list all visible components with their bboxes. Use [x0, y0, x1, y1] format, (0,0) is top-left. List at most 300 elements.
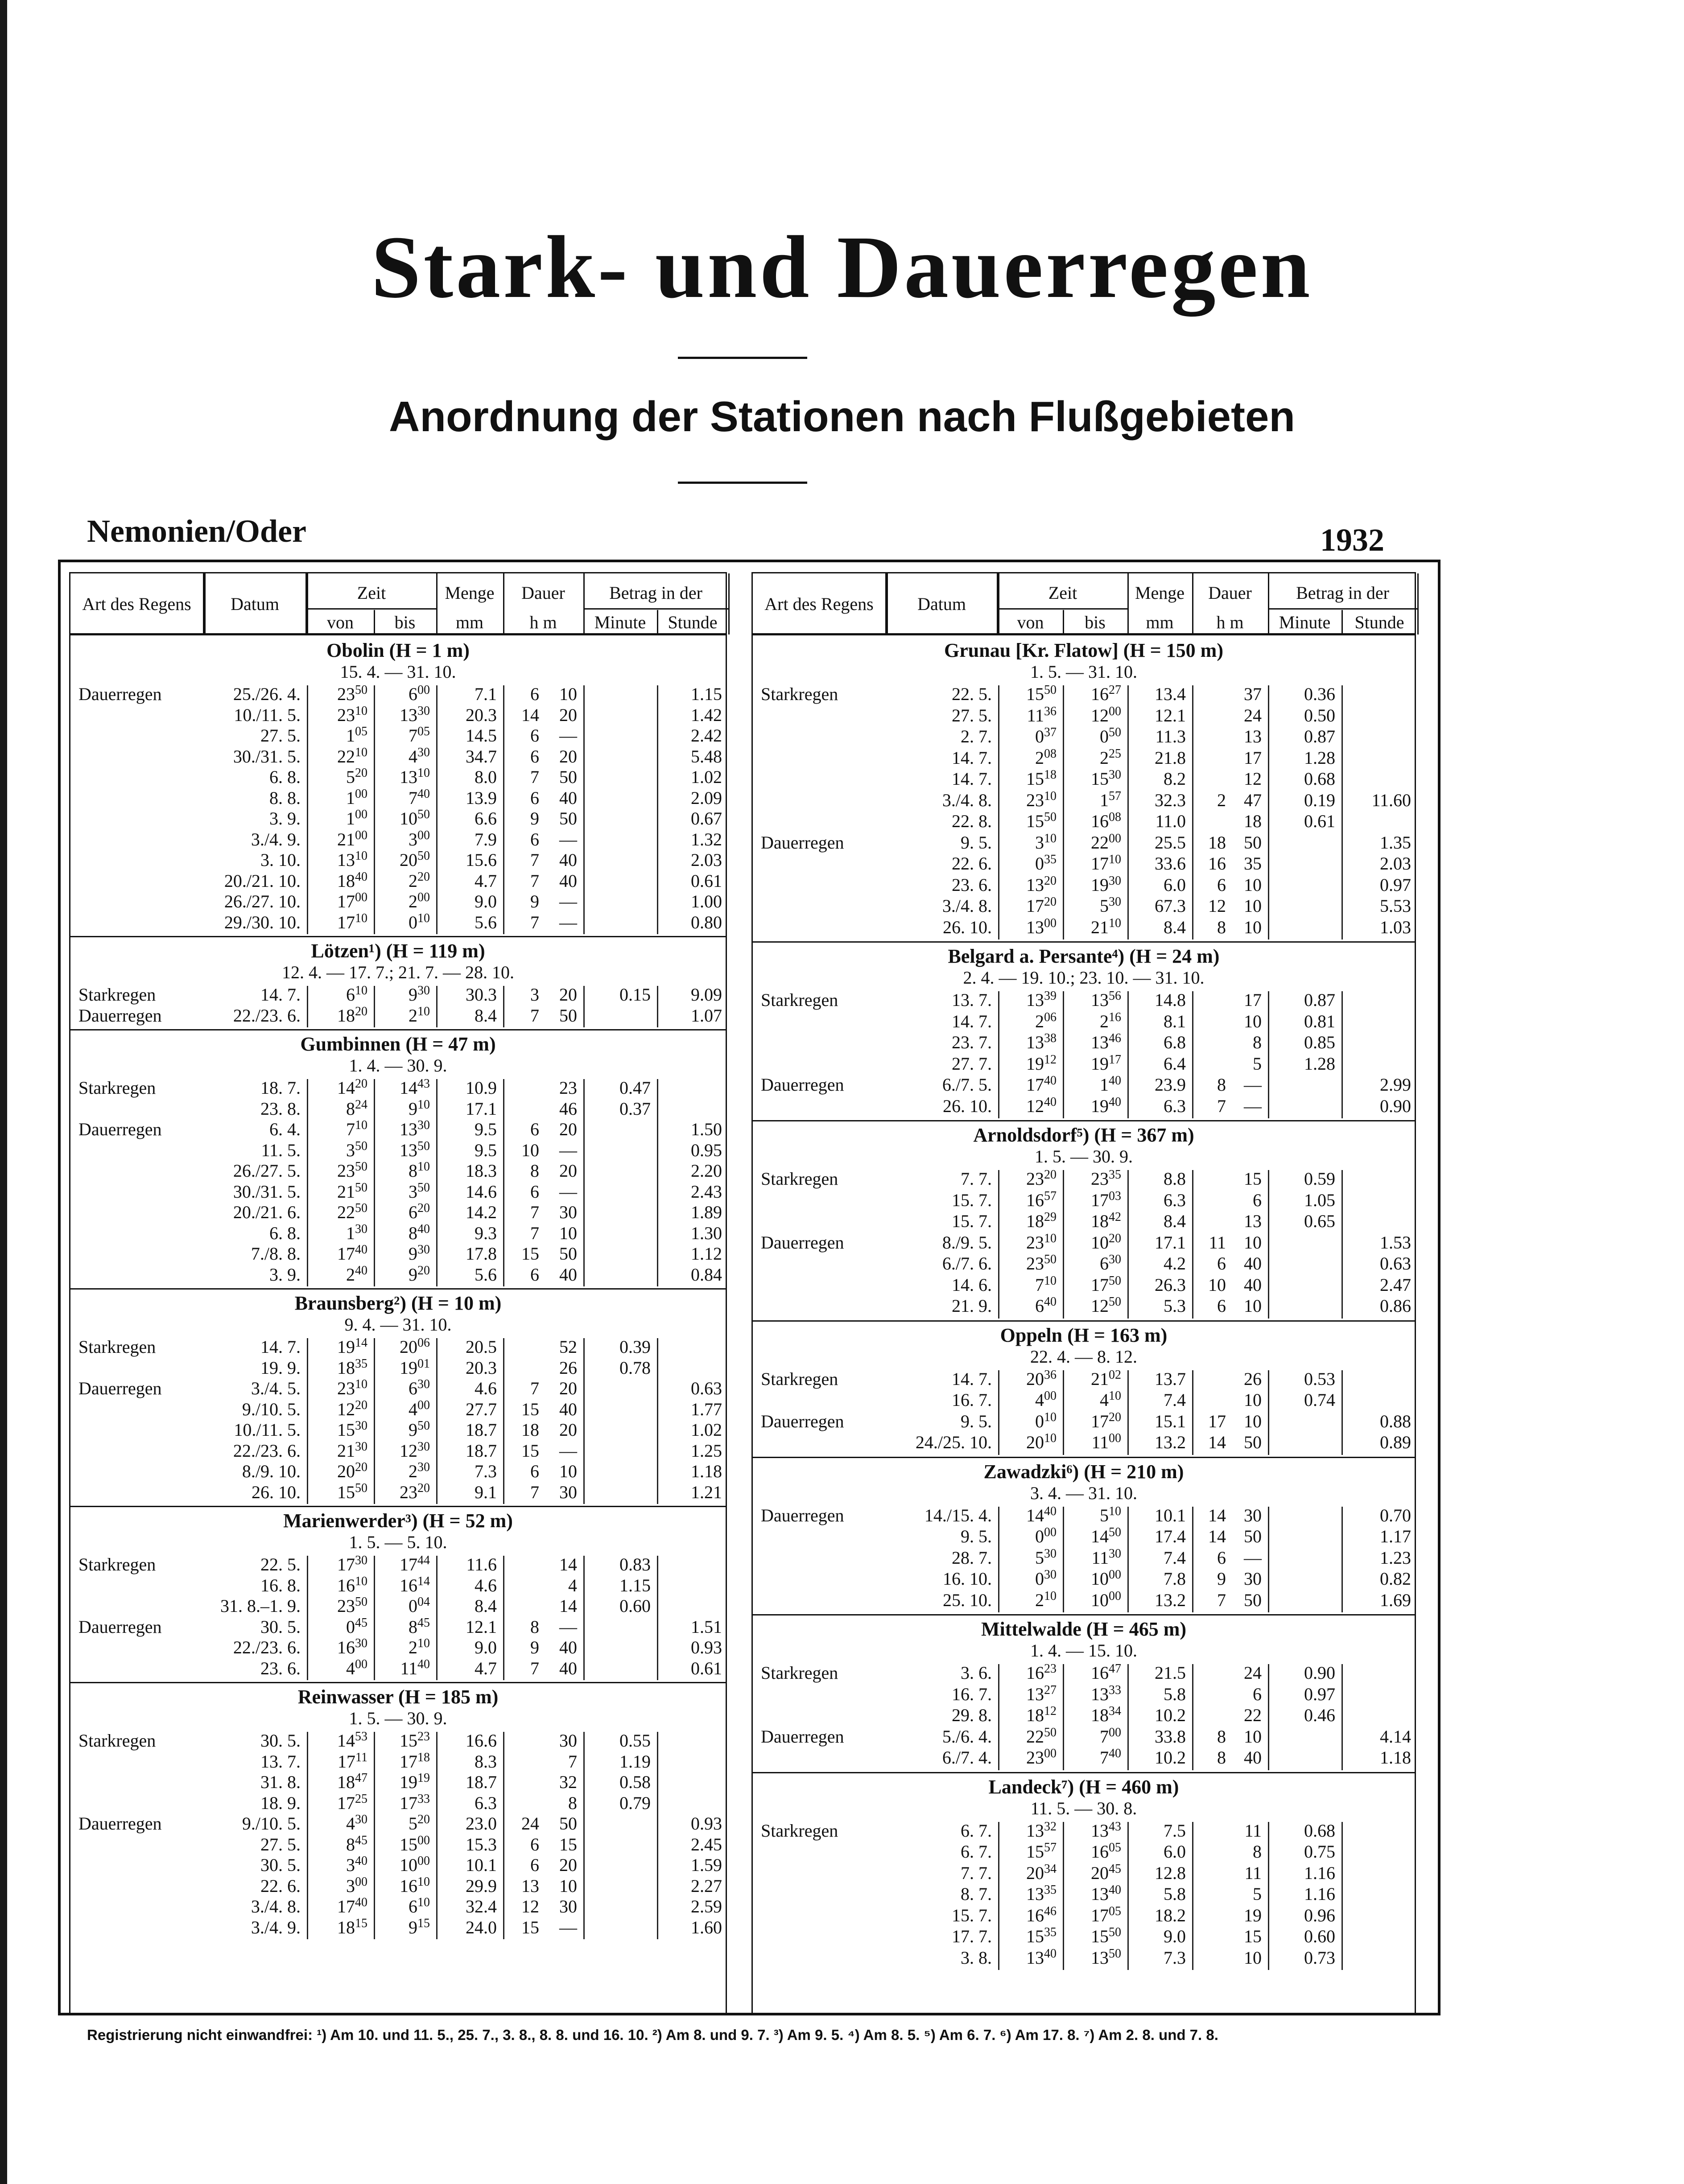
amount-cell: 14.8: [1155, 990, 1186, 1010]
time-from-cell: $13^{35}$: [1026, 1883, 1057, 1904]
date-cell: 22. 8.: [952, 811, 992, 831]
rate-hour-cell: 0.63: [691, 1378, 722, 1398]
rate-hour-cell: 1.32: [691, 829, 722, 849]
table-row: [753, 916, 1415, 940]
column-rule: [1063, 1507, 1064, 1613]
date-cell: 6. 8.: [269, 767, 301, 787]
rate-hour-cell: 1.25: [691, 1440, 722, 1461]
table-row: [70, 911, 726, 935]
date-cell: 31. 8.–1. 9.: [220, 1596, 301, 1616]
column-rule: [998, 1507, 999, 1613]
amount-cell: 14.6: [466, 1181, 497, 1202]
table-row: [70, 1263, 726, 1287]
date-cell: 6. 7.: [961, 1820, 992, 1841]
duration-minutes-cell: 24: [1244, 705, 1262, 725]
rate-hour-cell: 1.17: [1380, 1526, 1411, 1546]
rate-hour-cell: 1.00: [691, 891, 722, 911]
column-rule: [1063, 991, 1064, 1118]
time-from-cell: $13^{38}$: [1026, 1031, 1057, 1052]
date-cell: 9./10. 5.: [242, 1399, 301, 1419]
time-from-cell: $13^{10}$: [337, 849, 367, 870]
time-to-cell: $12^{00}$: [1091, 704, 1121, 725]
duration-minutes-cell: —: [1244, 1075, 1262, 1095]
amount-cell: 32.3: [1155, 790, 1186, 810]
time-from-cell: $16^{23}$: [1026, 1662, 1057, 1683]
time-to-cell: $7^{05}$: [409, 725, 430, 746]
time-to-cell: $4^{00}$: [409, 1398, 430, 1419]
amount-cell: 4.6: [475, 1575, 497, 1595]
rate-minute-cell: 0.81: [1304, 1011, 1335, 1031]
time-to-cell: $19^{01}$: [400, 1356, 430, 1378]
amount-cell: 7.4: [1164, 1547, 1186, 1568]
time-to-cell: $3^{00}$: [409, 828, 430, 849]
duration-minutes-cell: 7: [568, 1751, 577, 1772]
time-to-cell: $17^{44}$: [400, 1554, 430, 1574]
table-row: [753, 1231, 1415, 1255]
header-subdivider: [1063, 610, 1064, 635]
rate-hour-cell: 1.02: [691, 767, 722, 787]
time-from-cell: $18^{15}$: [337, 1916, 367, 1937]
station-period: 1. 4. — 30. 9.: [349, 1055, 447, 1076]
column-rule: [1268, 685, 1269, 940]
time-to-cell: $13^{40}$: [1091, 1883, 1121, 1904]
time-to-cell: $20^{50}$: [400, 849, 430, 870]
time-to-cell: $11^{00}$: [1091, 1431, 1121, 1452]
date-cell: 22./23. 6.: [233, 1005, 301, 1026]
table-row: [753, 831, 1415, 855]
rate-minute-cell: 0.65: [1304, 1211, 1335, 1231]
rate-minute-cell: 0.78: [619, 1357, 651, 1378]
time-to-cell: $14^{50}$: [1091, 1525, 1121, 1546]
column-rule: [1341, 1170, 1343, 1319]
time-from-cell: $3^{10}$: [1035, 831, 1057, 853]
amount-cell: 9.5: [475, 1119, 497, 1139]
rate-hour-cell: 0.61: [691, 870, 722, 891]
time-from-cell: $22^{50}$: [1026, 1725, 1057, 1747]
table-row: [70, 1916, 726, 1940]
amount-cell: 15.3: [466, 1834, 497, 1854]
duration-hours-cell: 8: [1217, 1747, 1226, 1768]
duration-minutes-cell: 40: [1244, 1253, 1262, 1273]
rain-type: Starkregen: [761, 1663, 838, 1683]
left-table: [69, 572, 727, 2015]
table-row: [70, 1877, 726, 1898]
amount-cell: 8.4: [1164, 917, 1186, 937]
date-cell: 26./27. 5.: [233, 1161, 301, 1181]
time-from-cell: $3^{00}$: [346, 1875, 367, 1896]
duration-minutes-cell: 10: [1244, 1232, 1262, 1253]
station-separator: [70, 1288, 726, 1290]
time-from-cell: $17^{40}$: [1026, 1074, 1057, 1095]
rate-hour-cell: 1.12: [691, 1244, 722, 1264]
time-to-cell: $11^{30}$: [1091, 1546, 1121, 1568]
duration-hours-cell: 10: [1208, 1274, 1226, 1295]
time-to-cell: $17^{05}$: [1091, 1904, 1121, 1925]
time-from-cell: $5^{20}$: [346, 766, 367, 787]
duration-minutes-cell: 10: [1244, 1726, 1262, 1747]
time-to-cell: $2^{10}$: [409, 1636, 430, 1657]
duration-minutes-cell: 30: [559, 1896, 577, 1916]
date-cell: 25./26. 4.: [233, 684, 301, 704]
rate-hour-cell: 1.18: [1380, 1747, 1411, 1768]
time-from-cell: $17^{20}$: [1026, 895, 1057, 916]
amount-cell: 18.7: [466, 1772, 497, 1792]
date-cell: 26. 10.: [943, 1096, 992, 1116]
column-rule: [436, 1556, 438, 1680]
rate-hour-cell: 11.60: [1371, 790, 1411, 810]
time-to-cell: $16^{14}$: [400, 1574, 430, 1595]
duration-hours-cell: 9: [530, 1637, 539, 1657]
header-zeit: Zeit: [357, 583, 386, 603]
amount-cell: 5.8: [1164, 1684, 1186, 1704]
duration-hours-cell: 7: [530, 1223, 539, 1243]
duration-hours-cell: 18: [521, 1420, 539, 1440]
duration-minutes-cell: 50: [559, 1244, 577, 1264]
table-row: [70, 1004, 726, 1028]
amount-cell: 10.2: [1155, 1747, 1186, 1768]
time-from-cell: $15^{57}$: [1026, 1841, 1057, 1862]
rate-hour-cell: 0.70: [1380, 1505, 1411, 1525]
rate-minute-cell: 0.73: [1304, 1947, 1335, 1968]
duration-hours-cell: 6: [530, 1264, 539, 1285]
duration-minutes-cell: 10: [559, 684, 577, 704]
rate-hour-cell: 2.27: [691, 1875, 722, 1896]
table-row: [70, 1833, 726, 1857]
time-to-cell: $6^{30}$: [1100, 1253, 1121, 1273]
table-row: [753, 1191, 1415, 1213]
time-to-cell: $15^{50}$: [1091, 1925, 1121, 1946]
rate-hour-cell: 2.43: [691, 1181, 722, 1202]
duration-hours-cell: 15: [521, 1440, 539, 1461]
table-row: [70, 1483, 726, 1504]
rate-hour-cell: 0.86: [1380, 1296, 1411, 1316]
rain-type: Dauerregen: [761, 1505, 844, 1525]
rain-type: Starkregen: [78, 985, 156, 1005]
date-cell: 18. 7.: [260, 1078, 301, 1098]
amount-cell: 4.7: [475, 1658, 497, 1678]
amount-cell: 7.3: [1164, 1947, 1186, 1968]
date-cell: 16. 7.: [952, 1390, 992, 1410]
time-to-cell: $13^{33}$: [1091, 1683, 1121, 1704]
time-from-cell: $17^{00}$: [337, 890, 367, 911]
amount-cell: 13.2: [1155, 1590, 1186, 1610]
table-row: [753, 685, 1415, 707]
amount-cell: 6.6: [475, 808, 497, 828]
amount-cell: 8.8: [1164, 1169, 1186, 1189]
duration-hours-cell: 6: [1217, 874, 1226, 895]
amount-cell: 12.1: [1155, 705, 1186, 725]
duration-hours-cell: 7: [530, 912, 539, 932]
header-divider: [728, 573, 730, 635]
amount-cell: 12.8: [1155, 1863, 1186, 1883]
table-row: [70, 1079, 726, 1100]
rate-minute-cell: 1.05: [1304, 1190, 1335, 1210]
header-betrag: Betrag in der: [609, 583, 702, 603]
table-row: [70, 1398, 726, 1422]
date-cell: 24./25. 10.: [915, 1432, 992, 1452]
date-cell: 31. 8.: [260, 1772, 301, 1792]
amount-cell: 5.8: [1164, 1884, 1186, 1904]
amount-cell: 18.7: [466, 1420, 497, 1440]
table-row: [753, 725, 1415, 749]
column-rule: [1063, 685, 1064, 940]
amount-cell: 13.9: [466, 787, 497, 808]
duration-minutes-cell: —: [559, 829, 577, 849]
duration-minutes-cell: 15: [1244, 1169, 1262, 1189]
rate-hour-cell: 1.59: [691, 1855, 722, 1875]
duration-minutes-cell: 32: [559, 1772, 577, 1792]
table-row: [753, 1273, 1415, 1298]
duration-minutes-cell: 40: [559, 850, 577, 870]
station-name: Lötzen¹) (H = 119 m): [311, 940, 485, 962]
column-rule: [998, 1170, 999, 1319]
table-row: [753, 704, 1415, 728]
duration-hours-cell: 7: [530, 1482, 539, 1502]
header-bis: bis: [1085, 612, 1106, 632]
date-cell: 14. 7.: [260, 985, 301, 1005]
header-menge: Menge: [445, 583, 495, 603]
time-from-cell: $4^{30}$: [346, 1813, 367, 1834]
time-from-cell: $19^{14}$: [337, 1336, 367, 1357]
duration-minutes-cell: 40: [559, 1264, 577, 1285]
amount-cell: 25.5: [1155, 832, 1186, 853]
page-binding-edge: [0, 0, 7, 2184]
duration-hours-cell: 14: [1208, 1432, 1226, 1452]
date-cell: 30. 5.: [260, 1616, 301, 1637]
station-name: Marienwerder³) (H = 52 m): [283, 1510, 513, 1532]
duration-minutes-cell: 20: [559, 705, 577, 725]
column-rule: [1268, 1664, 1269, 1770]
time-to-cell: $19^{40}$: [1091, 1095, 1121, 1116]
column-rule: [657, 1338, 658, 1504]
date-cell: 14. 7.: [952, 1011, 992, 1031]
column-rule: [1192, 1664, 1193, 1770]
time-from-cell: $13^{32}$: [1026, 1819, 1057, 1841]
column-rule: [436, 1079, 438, 1286]
table-row: [753, 1864, 1415, 1886]
date-cell: 30./31. 5.: [233, 746, 301, 766]
table-row: [70, 1732, 726, 1753]
rain-type: Starkregen: [761, 1820, 838, 1841]
amount-cell: 10.1: [466, 1855, 497, 1875]
column-rule: [374, 1556, 375, 1680]
amount-cell: 24.0: [466, 1917, 497, 1937]
date-cell: 27. 5.: [952, 705, 992, 725]
time-from-cell: $13^{20}$: [1026, 874, 1057, 895]
station-period: 12. 4. — 17. 7.; 21. 7. — 28. 10.: [281, 962, 515, 982]
duration-hours-cell: 2: [1217, 790, 1226, 810]
column-rule: [583, 1732, 585, 1939]
date-cell: 7. 7.: [961, 1169, 992, 1189]
column-rule: [998, 1664, 999, 1770]
time-from-cell: $21^{50}$: [337, 1180, 367, 1202]
date-cell: 14. 7.: [952, 747, 992, 768]
table-row: [70, 1245, 726, 1266]
time-to-cell: $18^{34}$: [1091, 1704, 1121, 1725]
time-to-cell: $17^{18}$: [400, 1750, 430, 1772]
table-row: [70, 1815, 726, 1836]
amount-cell: 6.0: [1164, 874, 1186, 895]
column-rule: [583, 1556, 585, 1680]
time-from-cell: $17^{30}$: [337, 1554, 367, 1574]
date-cell: 9. 5.: [961, 1411, 992, 1431]
time-to-cell: $9^{20}$: [409, 1263, 430, 1285]
time-to-cell: $4^{10}$: [1100, 1389, 1121, 1410]
column-rule: [503, 1079, 504, 1286]
time-to-cell: $8^{40}$: [409, 1222, 430, 1243]
time-to-cell: $19^{17}$: [1091, 1052, 1121, 1074]
duration-minutes-cell: 11: [1244, 1863, 1262, 1883]
header-bis: bis: [394, 612, 416, 632]
rate-minute-cell: 1.15: [619, 1575, 651, 1595]
station-separator: [753, 1120, 1415, 1121]
duration-hours-cell: 9: [530, 891, 539, 911]
time-from-cell: $1^{05}$: [346, 725, 367, 746]
station-period: 1. 5. — 31. 10.: [1030, 662, 1137, 682]
duration-hours-cell: 10: [521, 1140, 539, 1160]
table-row: [70, 1141, 726, 1162]
column-rule: [1127, 1822, 1129, 1970]
station-period: 11. 5. — 30. 8.: [1030, 1798, 1137, 1818]
table-row: [70, 1615, 726, 1639]
rate-hour-cell: 1.53: [1380, 1232, 1411, 1253]
time-to-cell: $0^{50}$: [1100, 725, 1121, 746]
date-cell: 6. 8.: [269, 1223, 301, 1243]
rate-hour-cell: 2.03: [691, 850, 722, 870]
amount-cell: 14.5: [466, 725, 497, 746]
duration-hours-cell: 7: [1217, 1096, 1226, 1116]
duration-minutes-cell: 22: [1244, 1705, 1262, 1725]
date-cell: 2. 7.: [961, 726, 992, 746]
duration-hours-cell: 6: [530, 1834, 539, 1854]
header-mm: mm: [1146, 612, 1174, 632]
date-cell: 23. 7.: [952, 1032, 992, 1052]
duration-minutes-cell: 24: [1244, 1663, 1262, 1683]
column-rule: [503, 1338, 504, 1504]
time-from-cell: $19^{12}$: [1026, 1052, 1057, 1074]
time-to-cell: $15^{30}$: [1091, 768, 1121, 789]
time-to-cell: $2^{00}$: [409, 890, 430, 911]
header-subdivider: [657, 610, 658, 635]
amount-cell: 18.3: [466, 1161, 497, 1181]
duration-minutes-cell: 13: [1244, 1211, 1262, 1231]
duration-hours-cell: 11: [1209, 1232, 1226, 1253]
date-cell: 13. 7.: [952, 990, 992, 1010]
table-row: [753, 1706, 1415, 1728]
station-name: Mittelwalde (H = 465 m): [981, 1618, 1187, 1640]
time-to-cell: $10^{00}$: [400, 1854, 430, 1875]
date-cell: 16. 10.: [943, 1569, 992, 1589]
table-row: [70, 1439, 726, 1463]
column-rule: [657, 1079, 658, 1286]
date-cell: 6. 7.: [961, 1842, 992, 1862]
amount-cell: 33.8: [1155, 1726, 1186, 1747]
time-to-cell: $13^{50}$: [1091, 1946, 1121, 1968]
header-divider: [998, 573, 999, 635]
time-from-cell: $18^{29}$: [1026, 1210, 1057, 1231]
time-from-cell: $23^{50}$: [337, 683, 367, 704]
date-cell: 8. 7.: [961, 1884, 992, 1904]
time-from-cell: $18^{20}$: [337, 1004, 367, 1026]
time-to-cell: $16^{27}$: [1091, 683, 1121, 704]
duration-hours-cell: 8: [1217, 917, 1226, 937]
rate-hour-cell: 1.42: [691, 705, 722, 725]
time-to-cell: $13^{43}$: [1091, 1819, 1121, 1841]
table-row: [753, 746, 1415, 771]
duration-minutes-cell: 8: [568, 1793, 577, 1813]
time-to-cell: $19^{19}$: [400, 1771, 430, 1792]
column-rule: [1268, 1507, 1269, 1613]
date-cell: 17. 7.: [952, 1926, 992, 1946]
date-cell: 14. 7.: [260, 1337, 301, 1357]
column-rule: [1192, 991, 1193, 1118]
time-from-cell: $16^{30}$: [337, 1636, 367, 1657]
time-to-cell: $15^{00}$: [400, 1833, 430, 1854]
amount-cell: 18.2: [1155, 1905, 1186, 1925]
date-cell: 10./11. 5.: [234, 705, 301, 725]
time-from-cell: $23^{50}$: [337, 1160, 367, 1181]
duration-hours-cell: 8: [530, 1161, 539, 1181]
amount-cell: 23.0: [466, 1813, 497, 1834]
time-to-cell: $9^{50}$: [409, 1419, 430, 1440]
amount-cell: 6.3: [1164, 1190, 1186, 1210]
header-stunde: Stunde: [668, 612, 718, 632]
duration-hours-cell: 7: [1217, 1590, 1226, 1610]
table-row: [753, 1885, 1415, 1907]
time-from-cell: $14^{40}$: [1026, 1504, 1057, 1525]
rate-minute-cell: 0.58: [619, 1772, 651, 1792]
amount-cell: 7.1: [475, 684, 497, 704]
duration-hours-cell: 24: [521, 1813, 539, 1834]
station-name: Obolin (H = 1 m): [326, 639, 470, 661]
rain-type: Dauerregen: [78, 1005, 162, 1026]
column-rule: [1341, 1507, 1343, 1613]
amount-cell: 9.3: [475, 1223, 497, 1243]
date-cell: 26./27. 10.: [224, 891, 301, 911]
time-from-cell: $16^{10}$: [337, 1574, 367, 1595]
time-to-cell: $17^{10}$: [1091, 853, 1121, 874]
station-separator: [70, 1029, 726, 1030]
duration-hours-cell: 6: [530, 1461, 539, 1481]
time-to-cell: $8^{45}$: [409, 1615, 430, 1637]
time-to-cell: $13^{30}$: [400, 704, 430, 725]
date-cell: 5./6. 4.: [942, 1726, 992, 1747]
time-from-cell: $7^{10}$: [346, 1118, 367, 1139]
duration-hours-cell: 6: [530, 1181, 539, 1202]
time-from-cell: $0^{45}$: [346, 1615, 367, 1637]
table-row: [70, 890, 726, 914]
column-rule: [436, 685, 438, 934]
time-to-cell: $2^{30}$: [409, 1460, 430, 1481]
rate-minute-cell: 0.87: [1304, 990, 1335, 1010]
station-period: 3. 4. — 31. 10.: [1030, 1483, 1137, 1503]
rate-minute-cell: 0.50: [1304, 705, 1335, 725]
duration-hours-cell: 12: [521, 1896, 539, 1916]
duration-minutes-cell: 26: [559, 1357, 577, 1378]
date-cell: 3. 9.: [269, 808, 301, 828]
table-row: [70, 768, 726, 789]
column-rule: [307, 1338, 308, 1504]
time-from-cell: $2^{06}$: [1035, 1010, 1057, 1031]
time-to-cell: $14^{43}$: [400, 1077, 430, 1098]
table-row: [753, 1925, 1415, 1949]
time-from-cell: $17^{11}$: [338, 1750, 367, 1772]
time-from-cell: $20^{36}$: [1026, 1368, 1057, 1389]
table-row: [70, 1750, 726, 1774]
rate-hour-cell: 0.90: [1380, 1096, 1411, 1116]
duration-hours-cell: 6: [530, 725, 539, 746]
duration-minutes-cell: 8: [1253, 1032, 1262, 1052]
